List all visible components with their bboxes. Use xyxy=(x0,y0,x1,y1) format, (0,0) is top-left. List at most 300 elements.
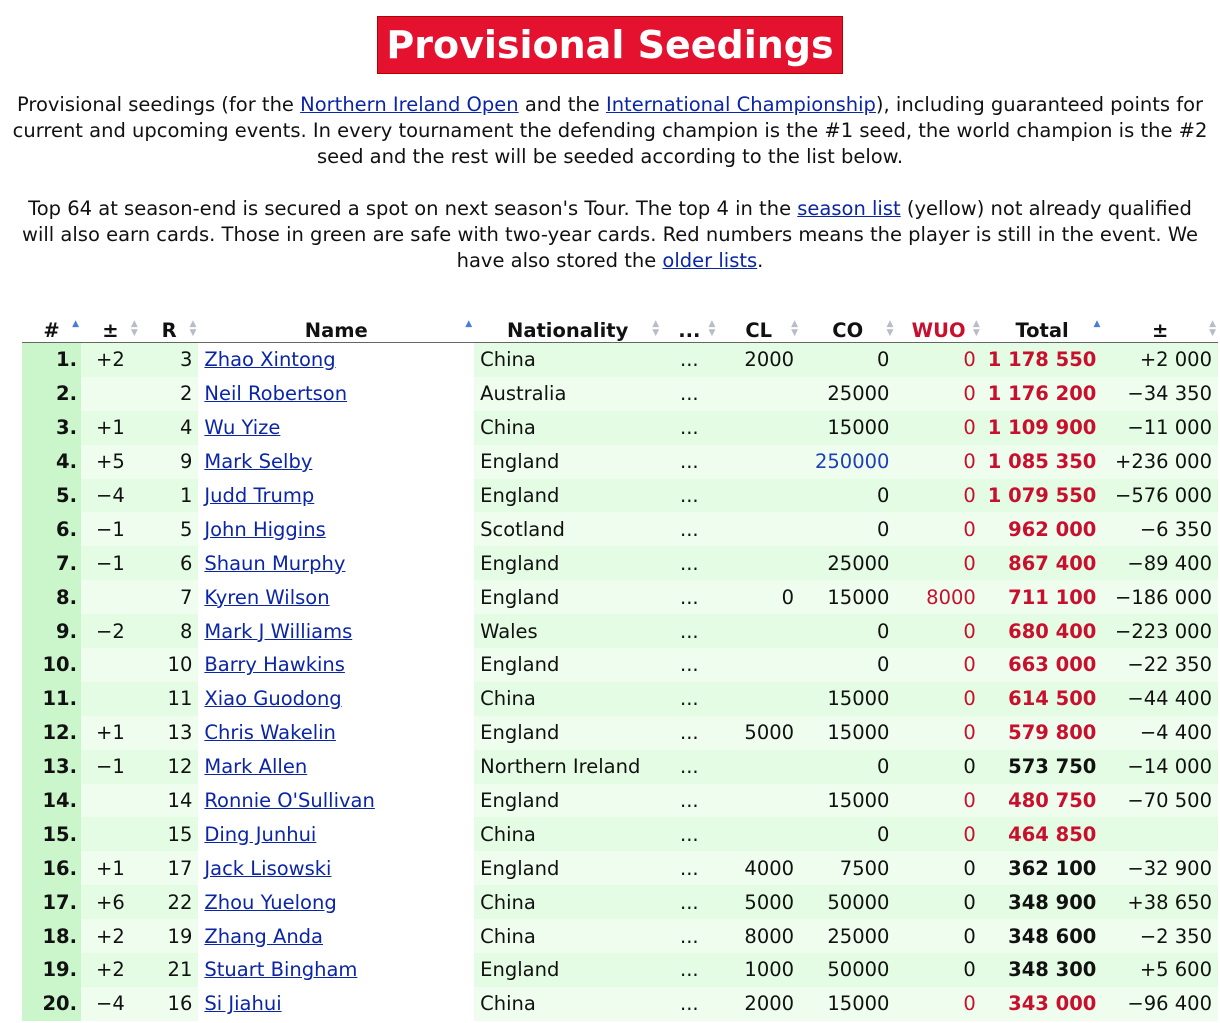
rank-column-header[interactable] xyxy=(22,314,81,343)
rank-cell: 13. xyxy=(22,750,81,784)
points-diff-cell: −186 000 xyxy=(1102,580,1218,614)
r-cell: 3 xyxy=(140,343,199,377)
rank-change-cell: +2 xyxy=(81,953,140,987)
r-cell: 11 xyxy=(140,682,199,716)
player-link[interactable]: Zhao Xintong xyxy=(204,348,336,372)
total-points-cell: 614 500 xyxy=(982,682,1103,716)
player-link[interactable]: Zhou Yuelong xyxy=(204,890,337,914)
intro-paragraph-1 xyxy=(10,92,1210,170)
nationality-cell: England xyxy=(474,580,661,614)
player-link[interactable]: Neil Robertson xyxy=(204,382,348,406)
more-cell: ... xyxy=(661,546,717,580)
total-points-cell: 867 400 xyxy=(982,546,1103,580)
nationality-column-header[interactable] xyxy=(474,314,661,343)
sort-arrows-icon: ▲ ▼ xyxy=(652,319,660,338)
player-name-cell xyxy=(198,987,474,1021)
total-points-cell: 343 000 xyxy=(982,987,1103,1021)
intro-text xyxy=(10,92,1210,274)
sort-arrows-icon: ▲ ▼ xyxy=(972,319,980,338)
change-header-label: ± xyxy=(102,319,119,342)
seedings-table xyxy=(22,314,1218,1021)
player-link[interactable]: John Higgins xyxy=(204,517,326,541)
sort-arrows-icon: ▲ ▼ xyxy=(130,319,138,338)
cl-points-cell: 1000 xyxy=(717,953,800,987)
rank-change-cell xyxy=(81,784,140,818)
table-row xyxy=(22,411,1218,445)
r-cell: 5 xyxy=(140,512,199,546)
co-points-cell: 0 xyxy=(800,614,895,648)
cl-points-cell xyxy=(717,512,800,546)
table-row xyxy=(22,445,1218,479)
change-column-header[interactable] xyxy=(81,314,140,343)
older-lists-link[interactable]: older lists xyxy=(662,249,758,272)
r-cell: 13 xyxy=(140,716,199,750)
wuo-points-cell: 0 xyxy=(895,614,981,648)
player-name-cell xyxy=(198,750,474,784)
nationality-cell: England xyxy=(474,851,661,885)
cl-points-cell: 2000 xyxy=(717,343,800,377)
nationality-cell: China xyxy=(474,411,661,445)
points-diff-cell: −6 350 xyxy=(1102,512,1218,546)
sort-arrows-icon: ▲ xyxy=(72,319,80,329)
rank-cell: 2. xyxy=(22,377,81,411)
rank-header-label: # xyxy=(43,319,60,342)
player-link[interactable]: Mark Allen xyxy=(204,755,308,779)
more-cell: ... xyxy=(661,377,717,411)
nationality-cell: China xyxy=(474,885,661,919)
total-header-label: Total xyxy=(1015,319,1069,342)
points-diff-cell: −223 000 xyxy=(1102,614,1218,648)
rank-change-cell xyxy=(81,648,140,682)
total-points-cell: 663 000 xyxy=(982,648,1103,682)
cl-points-cell: 4000 xyxy=(717,851,800,885)
player-link[interactable]: Stuart Bingham xyxy=(204,958,358,982)
wuo-points-cell: 0 xyxy=(895,445,981,479)
co-points-cell: 25000 xyxy=(800,919,895,953)
points-diff-cell: −32 900 xyxy=(1102,851,1218,885)
rank-cell: 8. xyxy=(22,580,81,614)
rank-change-cell: +1 xyxy=(81,411,140,445)
co-points-cell: 0 xyxy=(800,343,895,377)
more-cell: ... xyxy=(661,343,717,377)
nationality-cell: China xyxy=(474,817,661,851)
table-row xyxy=(22,377,1218,411)
more-cell: ... xyxy=(661,817,717,851)
points-diff-cell: −96 400 xyxy=(1102,987,1218,1021)
r-cell: 6 xyxy=(140,546,199,580)
nationality-cell: England xyxy=(474,479,661,513)
r-cell: 22 xyxy=(140,885,199,919)
wuo-points-cell: 0 xyxy=(895,987,981,1021)
total-points-cell: 680 400 xyxy=(982,614,1103,648)
player-name-cell xyxy=(198,580,474,614)
rank-change-cell: +5 xyxy=(81,445,140,479)
seedings-table-body xyxy=(22,343,1218,1021)
nationality-cell: Wales xyxy=(474,614,661,648)
rank-cell: 12. xyxy=(22,716,81,750)
nationality-cell: England xyxy=(474,648,661,682)
name-header-label: Name xyxy=(304,319,368,342)
player-link[interactable]: Chris Wakelin xyxy=(204,721,336,745)
points-diff-cell: +2 000 xyxy=(1102,343,1218,377)
cl-points-cell: 0 xyxy=(717,580,800,614)
more-header-label: ... xyxy=(678,319,701,342)
player-name-cell xyxy=(198,817,474,851)
name-column-header[interactable] xyxy=(198,314,474,343)
sort-arrows-icon: ▲ ▼ xyxy=(791,319,799,338)
total-points-cell: 348 900 xyxy=(982,885,1103,919)
table-row xyxy=(22,987,1218,1021)
sort-arrows-icon: ▲ ▼ xyxy=(1209,319,1216,338)
total-points-cell: 1 178 550 xyxy=(982,343,1103,377)
wuo-points-cell: 0 xyxy=(895,411,981,445)
cl-points-cell: 5000 xyxy=(717,716,800,750)
player-name-cell xyxy=(198,885,474,919)
points-diff-cell: −2 350 xyxy=(1102,919,1218,953)
more-cell: ... xyxy=(661,885,717,919)
r-cell: 12 xyxy=(140,750,199,784)
cl-points-cell xyxy=(717,614,800,648)
wuo-points-cell: 0 xyxy=(895,343,981,377)
more-cell: ... xyxy=(661,411,717,445)
more-column-header[interactable] xyxy=(661,314,717,343)
rank-cell: 11. xyxy=(22,682,81,716)
wuo-points-cell: 8000 xyxy=(895,580,981,614)
rank-change-cell: −1 xyxy=(81,750,140,784)
co-points-cell: 0 xyxy=(800,750,895,784)
player-name-cell xyxy=(198,682,474,716)
table-row xyxy=(22,953,1218,987)
rank-change-cell: +6 xyxy=(81,885,140,919)
rank-cell: 17. xyxy=(22,885,81,919)
total-points-cell: 711 100 xyxy=(982,580,1103,614)
cl-points-cell: 5000 xyxy=(717,885,800,919)
more-cell: ... xyxy=(661,716,717,750)
rank-cell: 19. xyxy=(22,953,81,987)
cl-points-cell xyxy=(717,817,800,851)
co-points-cell: 15000 xyxy=(800,580,895,614)
rank-cell: 6. xyxy=(22,512,81,546)
cl-points-cell xyxy=(717,377,800,411)
nationality-cell: China xyxy=(474,919,661,953)
rank-change-cell xyxy=(81,682,140,716)
points-diff-cell: +5 600 xyxy=(1102,953,1218,987)
nationality-cell: England xyxy=(474,716,661,750)
player-link[interactable]: Mark Selby xyxy=(204,450,313,474)
points-diff-cell xyxy=(1102,817,1218,851)
more-cell: ... xyxy=(661,445,717,479)
rank-cell: 15. xyxy=(22,817,81,851)
nationality-cell: England xyxy=(474,784,661,818)
rank-cell: 1. xyxy=(22,343,81,377)
player-link[interactable]: Ding Junhui xyxy=(204,822,317,846)
intro-paragraph-2 xyxy=(10,196,1210,274)
co-points-cell: 0 xyxy=(800,648,895,682)
sort-arrows-icon: ▲ ▼ xyxy=(189,319,197,338)
intro2-text-b: (yellow) not already qualified will also earn cards. Those in green are safe with two-year cards. Red numbers means the player is still in the event. We have also stored the xyxy=(22,197,1198,272)
title-wrapper xyxy=(0,0,1220,74)
co-points-cell: 0 xyxy=(800,512,895,546)
more-cell: ... xyxy=(661,580,717,614)
total-points-cell: 1 085 350 xyxy=(982,445,1103,479)
rank-cell: 4. xyxy=(22,445,81,479)
player-name-cell xyxy=(198,919,474,953)
rank-cell: 3. xyxy=(22,411,81,445)
co-points-cell: 7500 xyxy=(800,851,895,885)
table-row xyxy=(22,343,1218,377)
table-header-row xyxy=(22,314,1218,343)
total-points-cell: 1 079 550 xyxy=(982,479,1103,513)
co-points-cell: 50000 xyxy=(800,885,895,919)
r-cell: 16 xyxy=(140,987,199,1021)
nationality-cell: China xyxy=(474,987,661,1021)
player-name-cell xyxy=(198,851,474,885)
more-cell: ... xyxy=(661,953,717,987)
nationality-cell: England xyxy=(474,445,661,479)
rank-change-cell: −1 xyxy=(81,546,140,580)
player-name-cell xyxy=(198,445,474,479)
total-points-cell: 1 109 900 xyxy=(982,411,1103,445)
points-diff-cell: −14 000 xyxy=(1102,750,1218,784)
table-row xyxy=(22,885,1218,919)
intro1-text-b: and the xyxy=(518,93,606,116)
r-cell: 17 xyxy=(140,851,199,885)
rank-cell: 16. xyxy=(22,851,81,885)
points-diff-cell: −4 400 xyxy=(1102,716,1218,750)
r-cell: 8 xyxy=(140,614,199,648)
rank-change-cell xyxy=(81,580,140,614)
cl-points-cell: 8000 xyxy=(717,919,800,953)
more-cell: ... xyxy=(661,851,717,885)
table-row xyxy=(22,716,1218,750)
table-row xyxy=(22,784,1218,818)
wuo-points-cell: 0 xyxy=(895,953,981,987)
wuo-points-cell: 0 xyxy=(895,479,981,513)
sort-arrows-icon: ▲ xyxy=(465,319,473,329)
co-points-cell: 15000 xyxy=(800,411,895,445)
wuo-points-cell: 0 xyxy=(895,377,981,411)
rank-change-cell: −1 xyxy=(81,512,140,546)
co-points-cell: 15000 xyxy=(800,987,895,1021)
rank-cell: 5. xyxy=(22,479,81,513)
wuo-points-cell: 0 xyxy=(895,817,981,851)
rank-cell: 7. xyxy=(22,546,81,580)
total-points-cell: 962 000 xyxy=(982,512,1103,546)
player-name-cell xyxy=(198,614,474,648)
wuo-points-cell: 0 xyxy=(895,919,981,953)
rank-change-cell: −4 xyxy=(81,987,140,1021)
r-cell: 21 xyxy=(140,953,199,987)
points-diff-cell: −44 400 xyxy=(1102,682,1218,716)
player-link[interactable]: Shaun Murphy xyxy=(204,551,346,575)
total-column-header[interactable] xyxy=(982,314,1103,343)
points-diff-cell: −11 000 xyxy=(1102,411,1218,445)
wuo-points-cell: 0 xyxy=(895,885,981,919)
points-diff-cell: −576 000 xyxy=(1102,479,1218,513)
co-points-cell: 15000 xyxy=(800,784,895,818)
player-link[interactable]: Xiao Guodong xyxy=(204,687,342,711)
table-row xyxy=(22,479,1218,513)
wuo-points-cell: 0 xyxy=(895,648,981,682)
total-points-cell: 480 750 xyxy=(982,784,1103,818)
r-column-header[interactable] xyxy=(140,314,199,343)
r-cell: 15 xyxy=(140,817,199,851)
total-points-cell: 348 600 xyxy=(982,919,1103,953)
r-cell: 14 xyxy=(140,784,199,818)
wuo-points-cell: 0 xyxy=(895,716,981,750)
nationality-cell: Northern Ireland xyxy=(474,750,661,784)
player-name-cell xyxy=(198,546,474,580)
cl-points-cell xyxy=(717,750,800,784)
r-cell: 4 xyxy=(140,411,199,445)
wuo-points-cell: 0 xyxy=(895,750,981,784)
points-diff-cell: +236 000 xyxy=(1102,445,1218,479)
co-points-cell: 250000 xyxy=(800,445,895,479)
total-points-cell: 579 800 xyxy=(982,716,1103,750)
nationality-cell: Scotland xyxy=(474,512,661,546)
international-championship-link[interactable]: International Championship xyxy=(605,93,876,116)
r-cell: 9 xyxy=(140,445,199,479)
more-cell: ... xyxy=(661,750,717,784)
cl-points-cell xyxy=(717,648,800,682)
rank-cell: 20. xyxy=(22,987,81,1021)
co-points-cell: 50000 xyxy=(800,953,895,987)
table-row xyxy=(22,512,1218,546)
player-name-cell xyxy=(198,953,474,987)
wuo-column-header[interactable] xyxy=(895,314,981,343)
nationality-cell: China xyxy=(474,682,661,716)
more-cell: ... xyxy=(661,682,717,716)
wuo-points-cell: 0 xyxy=(895,784,981,818)
co-points-cell: 15000 xyxy=(800,716,895,750)
cl-header-label: CL xyxy=(745,319,773,342)
table-row xyxy=(22,614,1218,648)
total-points-cell: 573 750 xyxy=(982,750,1103,784)
sort-arrows-icon: ▲ ▼ xyxy=(886,319,894,338)
player-link[interactable]: Si Jiahui xyxy=(204,992,282,1016)
table-row xyxy=(22,851,1218,885)
rank-change-cell xyxy=(81,377,140,411)
more-cell: ... xyxy=(661,784,717,818)
points-diff-cell: −22 350 xyxy=(1102,648,1218,682)
player-link[interactable]: Judd Trump xyxy=(204,484,315,507)
more-cell: ... xyxy=(661,648,717,682)
player-link[interactable]: Zhang Anda xyxy=(204,924,324,948)
table-row xyxy=(22,580,1218,614)
cl-column-header[interactable] xyxy=(717,314,800,343)
nationality-cell: England xyxy=(474,546,661,580)
r-cell: 7 xyxy=(140,580,199,614)
rank-change-cell: +1 xyxy=(81,851,140,885)
points-diff-cell: −34 350 xyxy=(1102,377,1218,411)
table-row xyxy=(22,817,1218,851)
wuo-points-cell: 0 xyxy=(895,851,981,885)
northern-ireland-open-link[interactable]: Northern Ireland Open xyxy=(300,93,519,116)
wuo-header-label: WUO xyxy=(911,319,966,342)
co-points-cell: 0 xyxy=(800,817,895,851)
points-diff-cell: −70 500 xyxy=(1102,784,1218,818)
cl-points-cell xyxy=(717,445,800,479)
wuo-points-cell: 0 xyxy=(895,546,981,580)
player-name-cell xyxy=(198,343,474,377)
player-link[interactable]: Mark J Williams xyxy=(204,619,353,643)
rank-cell: 14. xyxy=(22,784,81,818)
player-link[interactable]: Wu Yize xyxy=(204,416,281,440)
player-name-cell xyxy=(198,411,474,445)
more-cell: ... xyxy=(661,987,717,1021)
player-name-cell xyxy=(198,716,474,750)
cl-points-cell xyxy=(717,411,800,445)
wuo-points-cell: 0 xyxy=(895,512,981,546)
season-list-link[interactable]: season list xyxy=(797,197,901,220)
co-points-cell: 15000 xyxy=(800,682,895,716)
r-cell: 1 xyxy=(140,479,199,513)
rank-change-cell: +2 xyxy=(81,919,140,953)
r-cell: 10 xyxy=(140,648,199,682)
diff-header-label: ± xyxy=(1152,319,1169,342)
player-name-cell xyxy=(198,784,474,818)
player-link[interactable]: Jack Lisowski xyxy=(204,856,332,880)
rank-cell: 18. xyxy=(22,919,81,953)
player-link[interactable]: Kyren Wilson xyxy=(204,585,330,609)
cl-points-cell xyxy=(717,546,800,580)
player-link[interactable]: Barry Hawkins xyxy=(204,653,345,677)
total-points-cell: 464 850 xyxy=(982,817,1103,851)
player-name-cell xyxy=(198,479,474,513)
nationality-cell: Australia xyxy=(474,377,661,411)
more-cell: ... xyxy=(661,512,717,546)
r-cell: 2 xyxy=(140,377,199,411)
intro2-text-a: Top 64 at season-end is secured a spot on next season's Tour. The top 4 in the xyxy=(28,197,798,220)
cl-points-cell xyxy=(717,784,800,818)
rank-change-cell: +1 xyxy=(81,716,140,750)
sort-arrows-icon: ▲ ▼ xyxy=(708,319,716,338)
sort-arrows-icon: ▲ xyxy=(1093,319,1101,329)
nationality-header-label: Nationality xyxy=(507,319,629,342)
table-row xyxy=(22,682,1218,716)
cl-points-cell: 2000 xyxy=(717,987,800,1021)
total-points-cell: 362 100 xyxy=(982,851,1103,885)
player-name-cell xyxy=(198,648,474,682)
co-header-label: CO xyxy=(832,319,864,342)
points-diff-cell: −89 400 xyxy=(1102,546,1218,580)
player-name-cell xyxy=(198,512,474,546)
rank-change-cell: −2 xyxy=(81,614,140,648)
nationality-cell: China xyxy=(474,343,661,377)
table-row xyxy=(22,648,1218,682)
table-row xyxy=(22,919,1218,953)
rank-change-cell: +2 xyxy=(81,343,140,377)
intro1-text-a: Provisional seedings (for the xyxy=(16,93,301,116)
rank-change-cell: −4 xyxy=(81,479,140,513)
co-points-cell: 0 xyxy=(800,479,895,513)
r-cell: 19 xyxy=(140,919,199,953)
diff-column-header[interactable] xyxy=(1102,314,1218,343)
intro2-text-c: . xyxy=(757,249,764,272)
intro1-text-c: ), including guaranteed points for current and upcoming events. In every tournament the defending champion is the #1 seed, the world champion is the #2 seed and the rest will be seeded according to the list below. xyxy=(12,93,1208,168)
total-points-cell: 348 300 xyxy=(982,953,1103,987)
co-points-cell: 25000 xyxy=(800,546,895,580)
table-row xyxy=(22,546,1218,580)
player-name-cell xyxy=(198,377,474,411)
more-cell: ... xyxy=(661,479,717,513)
co-column-header[interactable] xyxy=(800,314,895,343)
nationality-cell: England xyxy=(474,953,661,987)
player-link[interactable]: Ronnie O'Sullivan xyxy=(204,789,375,813)
cl-points-cell xyxy=(717,682,800,716)
more-cell: ... xyxy=(661,919,717,953)
r-header-label: R xyxy=(161,319,177,342)
